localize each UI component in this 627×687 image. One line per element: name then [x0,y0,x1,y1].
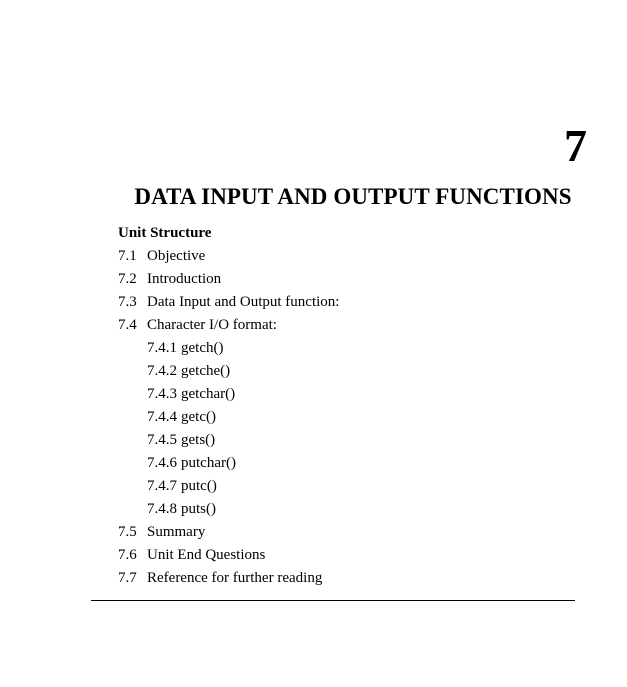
toc-item-label: Summary [147,524,206,540]
toc-item-number: 7.4.5 [147,432,177,448]
toc-item-label: getchar() [181,386,236,402]
toc-item-number: 7.4.7 [147,478,177,494]
toc-item-number: 7.3 [118,294,137,310]
toc-item-label: Reference for further reading [147,570,323,586]
toc-item-label: putchar() [181,455,236,471]
toc-item-7-6 [118,544,339,567]
toc-item-7-2 [118,268,339,291]
toc-item-number: 7.7 [118,570,137,586]
toc-item-label: Data Input and Output function: [147,294,340,310]
toc-item-number: 7.5 [118,524,137,540]
chapter-number: 7 [564,120,587,171]
toc-item-number: 7.1 [118,248,137,264]
toc-item-number: 7.4.1 [147,340,177,356]
toc-item-7-4-1 [118,337,339,360]
toc-item-7-5 [118,521,339,544]
toc-item-number: 7.4.3 [147,386,177,402]
toc-item-7-1 [118,245,339,268]
toc-item-number: 7.4.4 [147,409,177,425]
toc-item-label: putc() [181,478,217,494]
unit-structure-heading: Unit Structure [118,225,212,241]
toc-item-7-7 [118,567,339,590]
toc-item-number: 7.4.2 [147,363,177,379]
toc-item-number: 7.6 [118,547,137,563]
horizontal-rule [91,600,575,601]
toc-item-7-4-3 [118,383,339,406]
toc-item-label: gets() [181,432,216,448]
toc-item-label: Character I/O format: [147,317,277,333]
toc-item-label: getche() [181,363,231,379]
toc-item-label: Introduction [147,271,222,287]
toc-item-7-4-6 [118,452,339,475]
toc-item-7-4-2 [118,360,339,383]
toc-item-7-3 [118,291,339,314]
toc-item-7-4-5 [118,429,339,452]
toc-item-label: getch() [181,340,224,356]
toc-item-label: Unit End Questions [147,547,266,563]
toc-item-label: getc() [181,409,216,425]
toc-item-7-4 [118,314,339,337]
toc-item-label: Objective [147,248,206,264]
table-of-contents [118,245,339,590]
toc-item-number: 7.4.6 [147,455,177,471]
toc-item-7-4-8 [118,498,339,521]
toc-item-number: 7.4 [118,317,137,333]
toc-item-label: puts() [181,501,216,517]
toc-item-number: 7.4.8 [147,501,177,517]
chapter-title: DATA INPUT AND OUTPUT FUNCTIONS [134,184,572,209]
toc-item-7-4-4 [118,406,339,429]
toc-item-7-4-7 [118,475,339,498]
toc-item-number: 7.2 [118,271,137,287]
